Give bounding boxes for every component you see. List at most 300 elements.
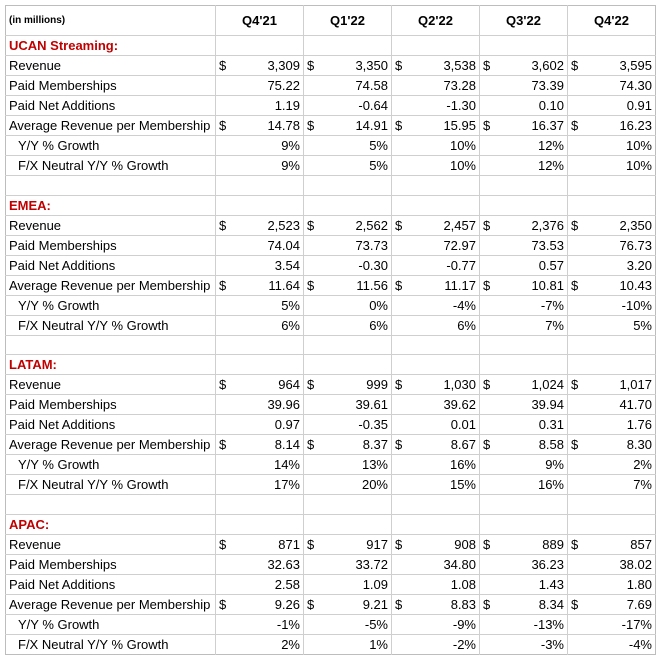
cell-value: 917	[366, 537, 388, 553]
cell-value: -5%	[364, 617, 388, 633]
value-cell	[216, 595, 304, 615]
value-cell	[304, 76, 392, 96]
cell-value: 9.26	[274, 597, 300, 613]
value-cell	[568, 575, 656, 595]
table-row	[6, 295, 656, 315]
value-cell	[216, 615, 304, 635]
cell-value: 2,562	[355, 217, 388, 233]
currency-symbol: $	[307, 118, 315, 133]
empty-cell	[568, 36, 656, 56]
cell-value: 871	[278, 537, 300, 553]
value-cell	[568, 555, 656, 575]
section-title: APAC:	[6, 515, 216, 535]
cell-value: 10.81	[531, 277, 564, 293]
cell-value: 2,523	[267, 217, 300, 233]
table-row	[6, 575, 656, 595]
cell-value: 16.37	[531, 118, 564, 133]
value-cell	[216, 455, 304, 475]
cell-value: 999	[366, 377, 388, 393]
value-cell	[568, 56, 656, 76]
row-label: F/X Neutral Y/Y % Growth	[6, 315, 216, 335]
cell-value: 1.09	[362, 577, 388, 593]
spacer-row	[6, 495, 656, 515]
empty-cell	[568, 355, 656, 375]
value-cell	[392, 475, 480, 495]
empty-cell	[480, 515, 568, 535]
cell-value: 0.31	[538, 417, 564, 433]
table-row	[6, 635, 656, 655]
value-cell	[304, 315, 392, 335]
value-cell	[480, 375, 568, 395]
cell-value: 3,538	[443, 58, 476, 73]
cell-value: 1,017	[619, 377, 652, 393]
unit-label: (in millions)	[9, 15, 66, 26]
value-cell	[392, 235, 480, 255]
value-cell	[216, 96, 304, 116]
cell-value: 8.30	[626, 437, 652, 453]
value-cell	[304, 295, 392, 315]
value-cell	[216, 215, 304, 235]
cell-value: 2%	[633, 457, 652, 473]
value-cell	[216, 375, 304, 395]
value-cell	[480, 255, 568, 275]
value-cell	[216, 395, 304, 415]
value-cell	[304, 475, 392, 495]
value-cell	[304, 395, 392, 415]
value-cell	[480, 295, 568, 315]
cell-value: 9%	[281, 138, 300, 153]
empty-cell	[216, 515, 304, 535]
cell-value: 74.58	[355, 78, 388, 93]
value-cell	[216, 56, 304, 76]
currency-symbol: $	[219, 597, 227, 613]
empty-cell	[304, 495, 392, 515]
value-cell	[480, 136, 568, 156]
value-cell	[392, 76, 480, 96]
spreadsheet	[5, 5, 656, 655]
empty-cell	[216, 195, 304, 215]
cell-value: 3.54	[274, 257, 300, 273]
value-cell	[304, 375, 392, 395]
value-cell	[568, 255, 656, 275]
table-row	[6, 455, 656, 475]
value-cell	[568, 395, 656, 415]
cell-value: 38.02	[619, 557, 652, 573]
cell-value: 1.19	[274, 98, 300, 113]
empty-cell	[304, 335, 392, 355]
cell-value: 3,309	[267, 58, 300, 73]
cell-value: 1,024	[531, 377, 564, 393]
value-cell	[568, 156, 656, 176]
cell-value: 74.04	[267, 237, 300, 253]
value-cell	[392, 575, 480, 595]
value-cell	[304, 575, 392, 595]
value-cell	[568, 136, 656, 156]
empty-cell	[568, 176, 656, 196]
currency-symbol: $	[307, 537, 315, 553]
row-label: Y/Y % Growth	[6, 136, 216, 156]
header-row	[6, 6, 656, 36]
cell-value: 36.23	[531, 557, 564, 573]
value-cell	[480, 615, 568, 635]
value-cell	[568, 116, 656, 136]
spacer-row	[6, 176, 656, 196]
empty-cell	[480, 36, 568, 56]
empty-cell	[568, 515, 656, 535]
cell-value: -0.35	[358, 417, 388, 433]
value-cell	[568, 615, 656, 635]
cell-value: -17%	[621, 617, 652, 633]
value-cell	[216, 535, 304, 555]
value-cell	[216, 116, 304, 136]
currency-symbol: $	[483, 597, 491, 613]
table-row	[6, 315, 656, 335]
table-row	[6, 136, 656, 156]
currency-symbol: $	[307, 377, 315, 393]
currency-symbol: $	[483, 537, 491, 553]
currency-symbol: $	[483, 118, 491, 133]
cell-value: 13%	[361, 457, 388, 473]
value-cell	[392, 555, 480, 575]
row-label: Paid Net Additions	[6, 575, 216, 595]
row-label: F/X Neutral Y/Y % Growth	[6, 635, 216, 655]
cell-value: -4%	[628, 637, 652, 653]
row-label: Paid Memberships	[6, 235, 216, 255]
currency-symbol: $	[307, 597, 315, 613]
currency-symbol: $	[395, 597, 403, 613]
empty-cell	[216, 176, 304, 196]
value-cell	[480, 56, 568, 76]
cell-value: 964	[278, 377, 300, 393]
cell-value: 39.62	[443, 397, 476, 413]
row-label: Paid Net Additions	[6, 255, 216, 275]
cell-value: 8.67	[450, 437, 476, 453]
currency-symbol: $	[307, 217, 315, 233]
cell-value: 9.21	[362, 597, 388, 613]
value-cell	[568, 635, 656, 655]
currency-symbol: $	[571, 537, 579, 553]
empty-cell	[392, 495, 480, 515]
cell-value: 41.70	[619, 397, 652, 413]
currency-symbol: $	[395, 437, 403, 453]
cell-value: 8.83	[450, 597, 476, 613]
empty-cell	[6, 495, 216, 515]
value-cell	[216, 295, 304, 315]
value-cell	[480, 635, 568, 655]
empty-cell	[304, 355, 392, 375]
cell-value: 0.10	[538, 98, 564, 113]
empty-cell	[568, 195, 656, 215]
value-cell	[568, 215, 656, 235]
row-label: Paid Net Additions	[6, 415, 216, 435]
value-cell	[480, 575, 568, 595]
cell-value: 5%	[281, 297, 300, 313]
value-cell	[216, 255, 304, 275]
cell-value: -1%	[276, 617, 300, 633]
cell-value: 16%	[537, 477, 564, 493]
empty-cell	[568, 495, 656, 515]
empty-cell	[568, 335, 656, 355]
cell-value: 2,457	[443, 217, 476, 233]
value-cell	[392, 595, 480, 615]
table-row	[6, 275, 656, 295]
currency-symbol: $	[571, 58, 579, 73]
value-cell	[480, 96, 568, 116]
value-cell	[304, 255, 392, 275]
value-cell	[216, 136, 304, 156]
cell-value: -13%	[533, 617, 564, 633]
empty-cell	[480, 195, 568, 215]
currency-symbol: $	[395, 58, 403, 73]
table-row	[6, 255, 656, 275]
row-label: Paid Net Additions	[6, 96, 216, 116]
value-cell	[392, 535, 480, 555]
empty-cell	[6, 176, 216, 196]
value-cell	[216, 415, 304, 435]
cell-value: 73.28	[443, 78, 476, 93]
cell-value: 14.91	[355, 118, 388, 133]
table-row	[6, 555, 656, 575]
cell-value: 39.61	[355, 397, 388, 413]
quarter-header: Q2'22	[392, 6, 480, 36]
section-title-row	[6, 355, 656, 375]
currency-symbol: $	[395, 118, 403, 133]
table-row	[6, 116, 656, 136]
cell-value: 73.39	[531, 78, 564, 93]
value-cell	[392, 275, 480, 295]
quarter-header: Q4'21	[216, 6, 304, 36]
cell-value: 8.14	[274, 437, 300, 453]
cell-value: 0.01	[450, 417, 476, 433]
cell-value: 1%	[369, 637, 388, 653]
value-cell	[392, 395, 480, 415]
section-title: LATAM:	[6, 355, 216, 375]
row-label: F/X Neutral Y/Y % Growth	[6, 156, 216, 176]
value-cell	[480, 156, 568, 176]
cell-value: 74.30	[619, 78, 652, 93]
cell-value: 857	[630, 537, 652, 553]
cell-value: -4%	[452, 297, 476, 313]
table-row	[6, 56, 656, 76]
value-cell	[216, 235, 304, 255]
table-row	[6, 615, 656, 635]
currency-symbol: $	[219, 217, 227, 233]
currency-symbol: $	[483, 377, 491, 393]
cell-value: 908	[454, 537, 476, 553]
empty-cell	[480, 495, 568, 515]
value-cell	[216, 575, 304, 595]
cell-value: 6%	[281, 317, 300, 333]
empty-cell	[304, 176, 392, 196]
row-label: Paid Memberships	[6, 395, 216, 415]
value-cell	[480, 555, 568, 575]
cell-value: 1.76	[626, 417, 652, 433]
row-label: Paid Memberships	[6, 555, 216, 575]
section-title-row	[6, 36, 656, 56]
table-row	[6, 235, 656, 255]
value-cell	[568, 595, 656, 615]
cell-value: 72.97	[443, 237, 476, 253]
table-row	[6, 76, 656, 96]
cell-value: 0.91	[626, 98, 652, 113]
value-cell	[392, 455, 480, 475]
empty-cell	[304, 195, 392, 215]
cell-value: 2,350	[619, 217, 652, 233]
currency-symbol: $	[483, 437, 491, 453]
cell-value: 10%	[449, 158, 476, 173]
value-cell	[392, 56, 480, 76]
value-cell	[304, 156, 392, 176]
table-row	[6, 435, 656, 455]
value-cell	[392, 315, 480, 335]
row-label: Y/Y % Growth	[6, 295, 216, 315]
value-cell	[568, 76, 656, 96]
section-title: EMEA:	[6, 195, 216, 215]
cell-value: -7%	[540, 297, 564, 313]
cell-value: 0%	[369, 297, 388, 313]
table-row	[6, 375, 656, 395]
empty-cell	[216, 355, 304, 375]
cell-value: 6%	[457, 317, 476, 333]
currency-symbol: $	[219, 377, 227, 393]
cell-value: 11.56	[356, 277, 388, 293]
cell-value: -2%	[452, 637, 476, 653]
currency-symbol: $	[483, 58, 491, 73]
cell-value: 5%	[633, 317, 652, 333]
value-cell	[216, 435, 304, 455]
value-cell	[568, 455, 656, 475]
cell-value: -3%	[540, 637, 564, 653]
cell-value: 7.69	[626, 597, 652, 613]
value-cell	[304, 415, 392, 435]
cell-value: 12%	[537, 138, 564, 153]
cell-value: 1,030	[443, 377, 476, 393]
value-cell	[216, 315, 304, 335]
value-cell	[480, 315, 568, 335]
quarter-header: Q1'22	[304, 6, 392, 36]
cell-value: 14.78	[267, 118, 300, 133]
value-cell	[568, 475, 656, 495]
value-cell	[304, 615, 392, 635]
row-label: Y/Y % Growth	[6, 615, 216, 635]
value-cell	[392, 435, 480, 455]
currency-symbol: $	[571, 377, 579, 393]
cell-value: 5%	[369, 158, 388, 173]
currency-symbol: $	[219, 277, 227, 293]
cell-value: 75.22	[267, 78, 300, 93]
value-cell	[304, 215, 392, 235]
cell-value: 16.23	[619, 118, 652, 133]
table-row	[6, 395, 656, 415]
value-cell	[304, 136, 392, 156]
empty-cell	[392, 335, 480, 355]
section-title-row	[6, 195, 656, 215]
value-cell	[304, 235, 392, 255]
value-cell	[392, 415, 480, 435]
cell-value: 0.57	[538, 257, 564, 273]
cell-value: 16%	[449, 457, 476, 473]
table-row	[6, 96, 656, 116]
value-cell	[568, 535, 656, 555]
quarter-header: Q3'22	[480, 6, 568, 36]
currency-symbol: $	[483, 277, 491, 293]
value-cell	[392, 615, 480, 635]
value-cell	[216, 635, 304, 655]
cell-value: -0.30	[358, 257, 388, 273]
cell-value: 7%	[545, 317, 564, 333]
value-cell	[480, 235, 568, 255]
currency-symbol: $	[219, 58, 227, 73]
cell-value: 39.96	[267, 397, 300, 413]
value-cell	[480, 535, 568, 555]
value-cell	[568, 96, 656, 116]
empty-cell	[480, 176, 568, 196]
value-cell	[304, 455, 392, 475]
cell-value: 3,595	[619, 58, 652, 73]
empty-cell	[480, 355, 568, 375]
cell-value: -1.30	[446, 98, 476, 113]
value-cell	[480, 116, 568, 136]
empty-cell	[392, 36, 480, 56]
value-cell	[216, 76, 304, 96]
empty-cell	[216, 495, 304, 515]
currency-symbol: $	[571, 118, 579, 133]
empty-cell	[6, 335, 216, 355]
currency-symbol: $	[307, 58, 315, 73]
cell-value: 73.53	[531, 237, 564, 253]
table-row	[6, 535, 656, 555]
cell-value: 12%	[537, 158, 564, 173]
value-cell	[304, 56, 392, 76]
currency-symbol: $	[395, 377, 403, 393]
value-cell	[304, 635, 392, 655]
cell-value: 0.97	[274, 417, 300, 433]
value-cell	[304, 595, 392, 615]
cell-value: 33.72	[355, 557, 388, 573]
table-body	[6, 6, 656, 655]
cell-value: 8.58	[538, 437, 564, 453]
cell-value: 10%	[625, 158, 652, 173]
cell-value: 10.43	[619, 277, 652, 293]
currency-symbol: $	[395, 537, 403, 553]
value-cell	[304, 535, 392, 555]
cell-value: 3,350	[355, 58, 388, 73]
value-cell	[216, 475, 304, 495]
empty-cell	[392, 195, 480, 215]
value-cell	[480, 435, 568, 455]
value-cell	[568, 275, 656, 295]
cell-value: 76.73	[619, 237, 652, 253]
row-label: Revenue	[6, 56, 216, 76]
currency-symbol: $	[395, 277, 403, 293]
row-label: Revenue	[6, 215, 216, 235]
cell-value: 7%	[633, 477, 652, 493]
value-cell	[392, 215, 480, 235]
row-label: Revenue	[6, 375, 216, 395]
value-cell	[304, 435, 392, 455]
section-title-row	[6, 515, 656, 535]
row-label: Average Revenue per Membership	[6, 435, 216, 455]
currency-symbol: $	[307, 437, 315, 453]
cell-value: 2%	[281, 637, 300, 653]
value-cell	[480, 275, 568, 295]
value-cell	[480, 595, 568, 615]
row-label: Revenue	[6, 535, 216, 555]
table-row	[6, 595, 656, 615]
empty-cell	[304, 515, 392, 535]
value-cell	[480, 415, 568, 435]
value-cell	[216, 275, 304, 295]
